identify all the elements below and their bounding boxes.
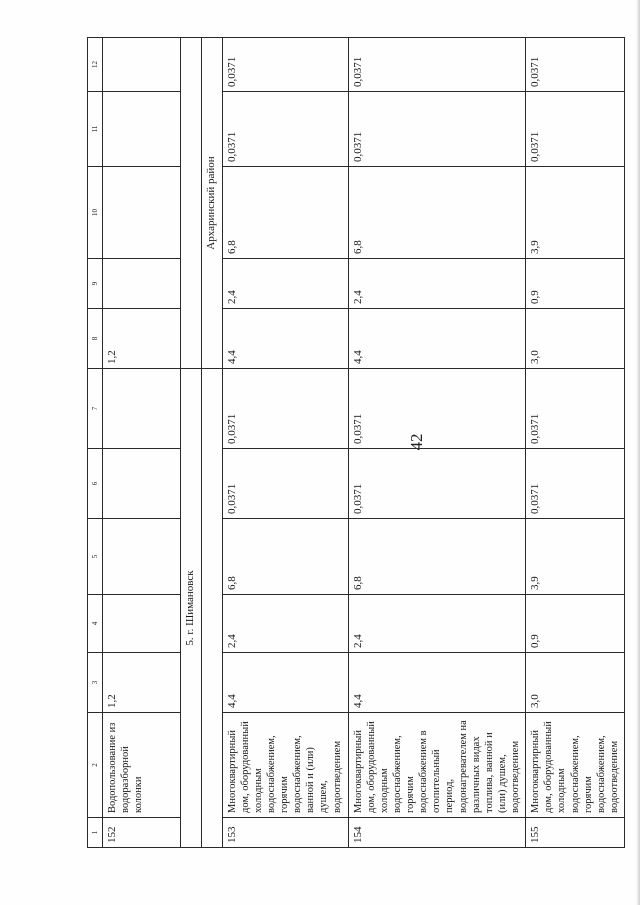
cell-c11: 0,0371 [348,92,526,167]
cell-c4 [103,595,181,653]
cell-c3: 3,0 [526,653,625,713]
section-title-left: 5. г. Шимановск [181,369,202,848]
cell-c8: 4,4 [348,309,526,369]
col-header-9: 9 [88,259,103,309]
cell-c4: 2,4 [222,595,348,653]
cell-c4: 0,9 [526,595,625,653]
table-row [526,38,625,848]
cell-c5: 6,8 [222,519,348,595]
cell-c3: 1,2 [103,653,181,713]
col-header-10: 10 [88,167,103,259]
cell-c3: 4,4 [222,653,348,713]
cell-c7 [103,369,181,449]
tariff-table [87,37,625,848]
col-header-5: 5 [88,519,103,595]
cell-c4: 2,4 [348,595,526,653]
cell-c6: 0,0371 [526,449,625,519]
cell-c11 [103,92,181,167]
cell-c10 [103,167,181,259]
cell-c9: 2,4 [348,259,526,309]
col-header-2: 2 [88,713,103,818]
cell-c9: 2,4 [222,259,348,309]
cell-c7: 0,0371 [526,369,625,449]
section-row [201,38,222,848]
col-header-8: 8 [88,309,103,369]
cell-c7: 0,0371 [348,369,526,449]
col-header-11: 11 [88,92,103,167]
cell-c6: 0,0371 [348,449,526,519]
row-number: 153 [222,818,348,848]
cell-c8: 4,4 [222,309,348,369]
cell-c5: 3,9 [526,519,625,595]
cell-c8: 1,2 [103,309,181,369]
row-number: 152 [103,818,181,848]
cell-c8: 3,0 [526,309,625,369]
cell-c3: 4,4 [348,653,526,713]
col-header-7: 7 [88,369,103,449]
cell-c10: 3,9 [526,167,625,259]
cell-c10: 6,8 [348,167,526,259]
row-description: Многоквартирный дом, оборудованный холодным водоснабжением, горячим водоснабжением, водоотведением [526,713,625,818]
cell-c11: 0,0371 [526,92,625,167]
section-row [181,38,202,848]
row-description: Водопользование из водоразборной колонки [103,713,181,818]
col-header-6: 6 [88,449,103,519]
cell-c12: 0,0371 [222,38,348,92]
cell-c9: 0,9 [526,259,625,309]
col-header-12: 12 [88,38,103,92]
section-blank-right [181,38,202,369]
col-header-3: 3 [88,653,103,713]
table-row [222,38,348,848]
row-description: Многоквартирный дом, оборудованный холодным водоснабжением, горячим водоснабжением, ванной и (или) душем, водоотведением [222,713,348,818]
cell-c10: 6,8 [222,167,348,259]
row-description: Многоквартирный дом, оборудованный холодным водоснабжением, горячим водоснабжением в отопительный период, водонагревателем на различных видах топлива, ванной и (или) душем, водоотведением [348,713,526,818]
rotated-table-wrapper [87,38,620,848]
table-row [103,38,181,848]
cell-c12: 0,0371 [348,38,526,92]
column-number-row [88,38,103,848]
cell-c12: 0,0371 [526,38,625,92]
section-title-right: Архаринский район [201,38,222,369]
cell-c11: 0,0371 [222,92,348,167]
scan-edge-shadow [636,0,640,905]
cell-c6 [103,449,181,519]
cell-c7: 0,0371 [222,369,348,449]
row-number: 154 [348,818,526,848]
page-number: 42 [407,433,426,451]
cell-c5 [103,519,181,595]
col-header-4: 4 [88,595,103,653]
cell-c6: 0,0371 [222,449,348,519]
row-number: 155 [526,818,625,848]
col-header-1: 1 [88,818,103,848]
cell-c12 [103,38,181,92]
cell-c9 [103,259,181,309]
section-blank-left [201,369,222,848]
cell-c5: 6,8 [348,519,526,595]
table-row [348,38,526,848]
